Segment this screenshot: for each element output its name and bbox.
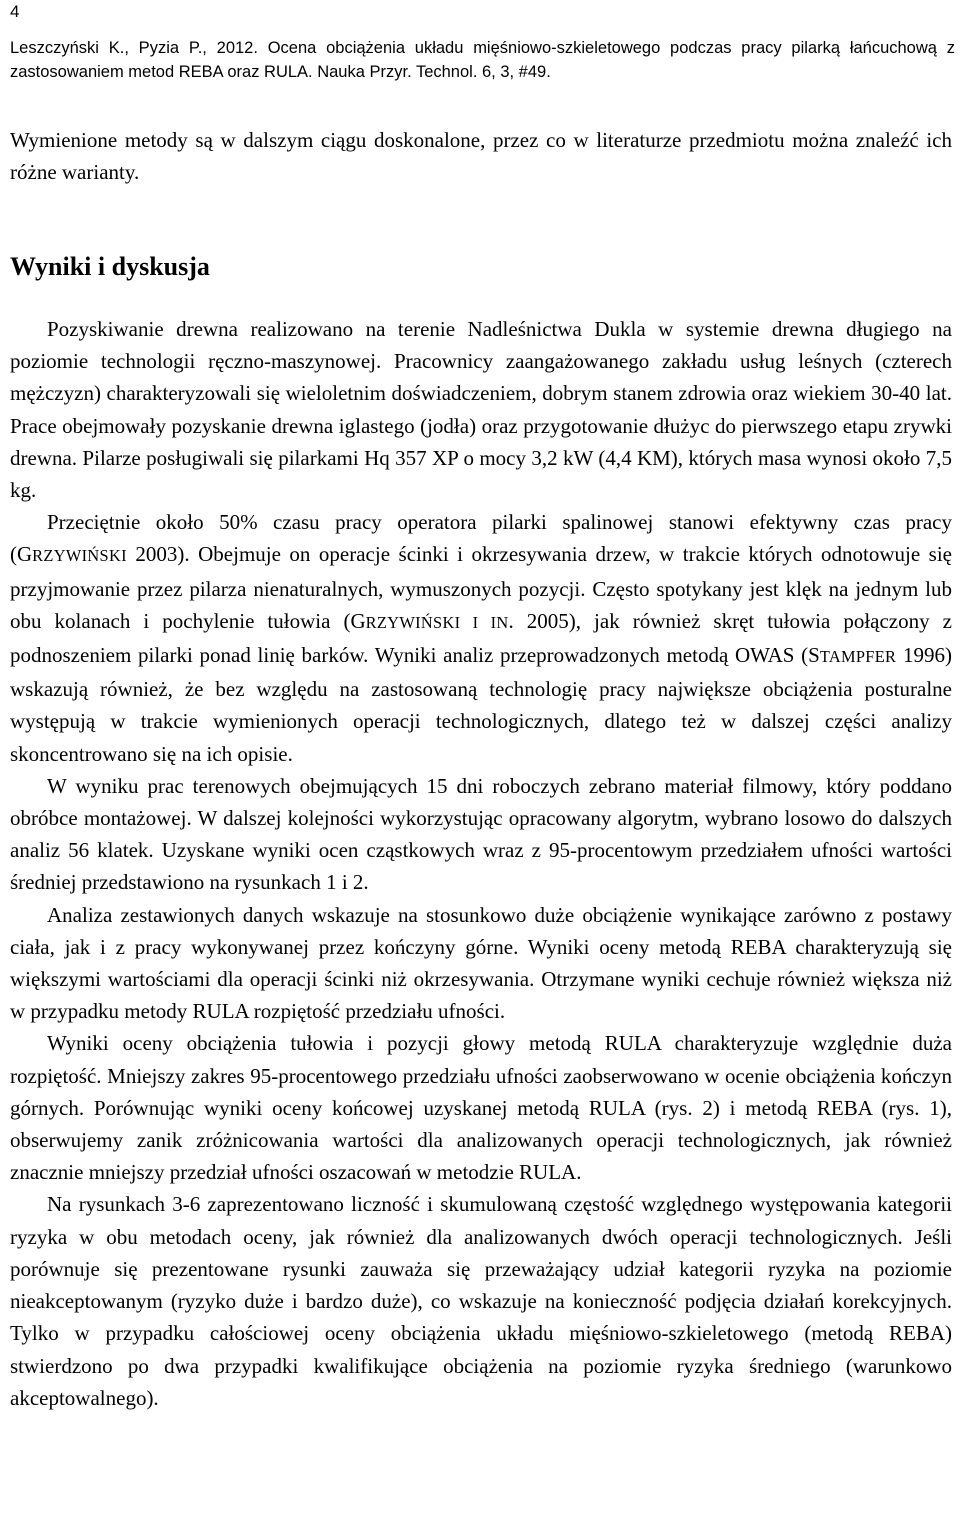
paragraph-2-text-d: 1996) wskazują również, że bez względu na zastosowaną technologię pracy największe obciążenia posturalne występują w trakcie wymienionych operacji technologicznych, dlatego też w dalszej części analizy skoncentrowano się na ich opisie. [10, 643, 952, 766]
author-grzywinski-rest: RZYWIŃSKI [32, 546, 127, 566]
author-grzywinski-initial: G [17, 542, 33, 567]
paragraph-3: W wyniku prac terenowych obejmujących 15 dni roboczych zebrano materiał filmowy, który poddano obróbce montażowej. W dalszej kolejności wykorzystując opracowany algorytm, wybrano losowo do dalszych analiz 56 klatek. Uzyskane wyniki ocen cząstkowych wraz z 95-procentowym przedziałem ufności wartości średniej przedstawiono na rysunkach 1 i 2. [10, 773, 952, 895]
author-grzywinski-in-rest: RZYWIŃSKI I IN [365, 612, 509, 632]
paragraph-2 [10, 506, 952, 770]
paragraph-2-text-c: . 2005), jak również skręt tułowia połączony z podnoszeniem pilarki ponad linię barków. Wyniki analiz przeprowadzonych metodą OWAS ( [10, 608, 952, 668]
paragraph-2-text-a: Przeciętnie około 50% czasu pracy operatora pilarki spalinowej stanowi efektywny czas pracy ( [10, 510, 952, 567]
author-stampfer-rest: TAMPFER [819, 647, 897, 667]
paragraph-5: Wyniki oceny obciążenia tułowia i pozycji głowy metodą RULA charakteryzuje względnie duża rozpiętość. Mniejszy zakres 95-procentowego przedziału ufności zaobserwowano w ocenie obciążenia kończyn górnych. Porównując wyniki oceny końcowej uzyskanej metodą RULA (rys. 2) i metodą REBA (rys. 1), obserwujemy zanik zróżnicowania wartości dla analizowanych operacji technologicznych, jak również znacznie mniejszy przedział ufności oszacowań w metodzie RULA. [10, 1031, 952, 1185]
section-heading: Wyniki i dyskusja [10, 252, 210, 281]
citation-header: Leszczyński K., Pyzia P., 2012. Ocena obciążenia układu mięśniowo-szkieletowego podczas pracy pilarką łańcuchową z zastosowaniem metod REBA oraz RULA. Nauka Przyr. Technol. 6, 3, #49. [10, 39, 955, 81]
paragraph-4: Analiza zestawionych danych wskazuje na stosunkowo duże obciążenie wynikające zarówno z postawy ciała, jak i z pracy wykonywanej przez kończyny górne. Wyniki oceny metodą REBA charakteryzują się większymi wartościami dla operacji ścinki niż okrzesywania. Otrzymane wyniki cechuje również większa niż w przypadku metody RULA rozpiętość przedziału ufności. [10, 902, 952, 1024]
author-grzywinski-in-initial: G [350, 608, 366, 633]
paragraph-6: Na rysunkach 3-6 zaprezentowano liczność i skumulowaną częstość względnego występowania kategorii ryzyka w obu metodach oceny, jak również dla analizowanych dwóch operacji technologicznych. Jeśli porównuje się prezentowane rysunki zauważa się przeważający udział kategorii ryzyka na poziomie nieakceptowanym (ryzyko duże i bardzo duże), co wskazuje na konieczność podjęcia działań korekcyjnych. Tylko w przypadku całościowej oceny obciążenia układu mięśniowo-szkieletowego (metodą REBA) stwierdzono po dwa przypadki kwalifikujące obciążenia na poziomie ryzyka średniego (warunkowo akceptowalnego). [10, 1192, 952, 1410]
page-number: 4 [10, 2, 20, 21]
section-body [10, 313, 952, 1414]
paragraph-2-text-b: 2003). Obejmuje on operacje ścinki i okrzesywania drzew, w trakcie których odnotowuje się przyjmowanie przez pilarza nienaturalnych, wymuszonych pozycji. Często spotykany jest klęk na jednym lub obu kolanach i pochylenie tułowia ( [10, 542, 952, 633]
intro-paragraph: Wymienione metody są w dalszym ciągu doskonalone, przez co w literaturze przedmiotu można znaleźć ich różne warianty. [10, 128, 952, 185]
author-stampfer-initial: S [808, 643, 820, 668]
paragraph-1: Pozyskiwanie drewna realizowano na terenie Nadleśnictwa Dukla w systemie drewna długiego na poziomie technologii ręczno-maszynowej. Pracownicy zaangażowanego zakładu usług leśnych (czterech mężczyzn) charakteryzowali się wieloletnim doświadczeniem, dobrym stanem zdrowia oraz wiekiem 30-40 lat. Prace obejmowały pozyskanie drewna iglastego (jodła) oraz przygotowanie dłużyc do pierwszego etapu zrywki drewna. Pilarze posługiwali się pilarkami Hq 357 XP o mocy 3,2 kW (4,4 KM), których masa wynosi około 7,5 kg. [10, 317, 952, 503]
intro-text [10, 124, 952, 188]
